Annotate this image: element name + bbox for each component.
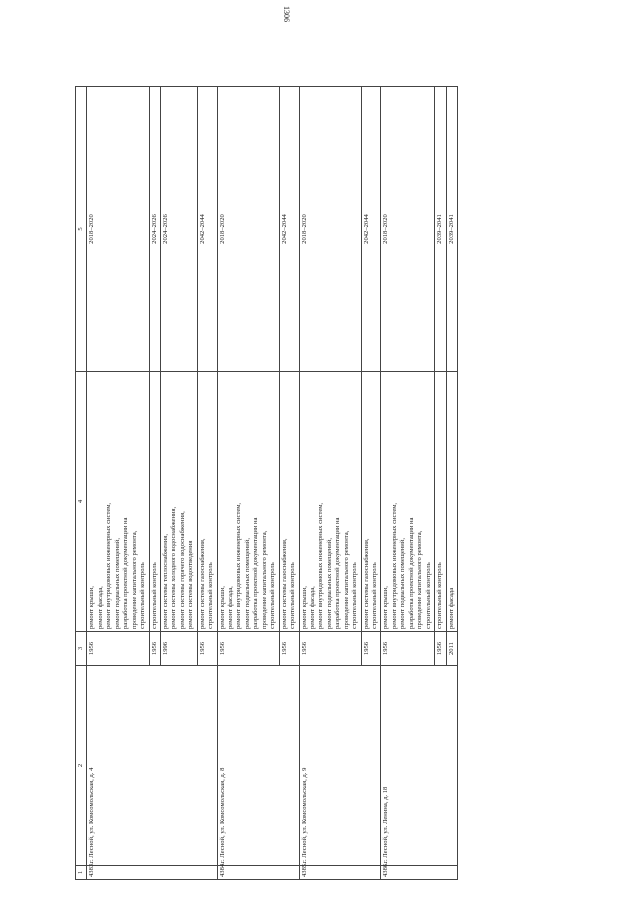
work-item: ремонт внутридомовых инженерных систем, bbox=[235, 502, 243, 629]
work-item: разработка проектной документации на bbox=[407, 517, 415, 629]
table-row bbox=[381, 87, 435, 880]
works-list bbox=[381, 372, 435, 632]
work-item: строительный контроль bbox=[139, 562, 147, 629]
works-list bbox=[217, 372, 279, 632]
work-item: строительный контроль bbox=[436, 562, 444, 629]
entry-number: 4384. bbox=[217, 866, 299, 880]
entry-address: г. Лесной, ул. Комсомольская, д. 9 bbox=[299, 666, 381, 866]
entry-number: 4386. bbox=[381, 866, 458, 880]
work-item: разработка проектной документации на bbox=[122, 517, 130, 629]
works-list bbox=[149, 372, 160, 632]
works-list bbox=[87, 372, 149, 632]
header-col-5: 5 bbox=[76, 87, 87, 372]
repair-period: 2039–2041 bbox=[446, 87, 457, 372]
work-item: строительный контроль bbox=[269, 562, 277, 629]
work-item: ремонт фасада, bbox=[227, 586, 234, 629]
page-number: 1306 bbox=[282, 6, 292, 22]
work-item: ремонт внутридомовых инженерных систем, bbox=[390, 502, 398, 629]
table-body bbox=[87, 87, 458, 880]
work-item: строительный контроль bbox=[289, 562, 297, 629]
repair-period: 2024–2026 bbox=[149, 87, 160, 372]
repair-period: 2024–2026 bbox=[160, 87, 197, 372]
work-item: разработка проектной документации на bbox=[334, 517, 342, 629]
works-list bbox=[160, 372, 197, 632]
build-year: 1956 bbox=[279, 632, 299, 666]
work-item: ремонт внутридомовых инженерных систем, bbox=[317, 502, 325, 629]
header-col-2: 2 bbox=[76, 666, 87, 866]
build-year: 1956 bbox=[87, 632, 149, 666]
table-row bbox=[299, 87, 361, 880]
table-row bbox=[87, 87, 149, 880]
entry-number: 4383. bbox=[87, 866, 217, 880]
build-year: 2011 bbox=[446, 632, 457, 666]
works-list bbox=[279, 372, 299, 632]
works-list bbox=[299, 372, 361, 632]
work-item: проведение капитального ремонта, bbox=[342, 530, 350, 629]
work-item: разработка проектной документации на bbox=[252, 517, 260, 629]
work-item: ремонт системы холодного водоснабжения, bbox=[170, 506, 178, 629]
repair-period: 2018–2020 bbox=[381, 87, 435, 372]
work-item: ремонт системы газоснабжения, bbox=[362, 538, 370, 629]
repair-period: 2018–2020 bbox=[87, 87, 149, 372]
work-item: проведение капитального ремонта, bbox=[130, 530, 138, 629]
work-item: ремонт системы газоснабжения, bbox=[280, 538, 288, 629]
header-col-4: 4 bbox=[76, 372, 87, 632]
work-item: ремонт фасада, bbox=[96, 586, 104, 629]
work-item: ремонт подвальных помещений, bbox=[325, 538, 333, 629]
work-item: ремонт системы водоотведения bbox=[187, 540, 195, 629]
entry-address: г. Лесной, ул. Комсомольская, д. 4 bbox=[87, 666, 217, 866]
header-row bbox=[76, 87, 87, 880]
header-col-3: 3 bbox=[76, 632, 87, 666]
work-item: строительный контроль bbox=[150, 562, 158, 629]
work-item: ремонт фасада bbox=[447, 587, 455, 629]
repair-period: 2042–2044 bbox=[279, 87, 299, 372]
entry-address: г. Лесной, ул. Ленина, д. 18 bbox=[381, 666, 458, 866]
work-item: строительный контроль bbox=[371, 562, 378, 629]
repair-period: 2042–2044 bbox=[361, 87, 381, 372]
work-item: ремонт фасада, bbox=[308, 586, 316, 629]
entry-number: 4385. bbox=[299, 866, 381, 880]
build-year: 1956 bbox=[361, 632, 381, 666]
work-item: строительный контроль bbox=[207, 562, 215, 629]
work-item: ремонт системы теплоснабжения, bbox=[161, 534, 169, 629]
repair-period: 2039–2041 bbox=[435, 87, 446, 372]
build-year: 1956 bbox=[197, 632, 217, 666]
works-list bbox=[435, 372, 446, 632]
works-list bbox=[446, 372, 457, 632]
work-item: ремонт подвальных помещений, bbox=[399, 538, 407, 629]
repair-period: 2018–2020 bbox=[299, 87, 361, 372]
build-year: 1956 bbox=[381, 632, 435, 666]
build-year: 1956 bbox=[435, 632, 446, 666]
work-item: ремонт крыши, bbox=[382, 586, 390, 629]
work-item: ремонт крыши, bbox=[300, 586, 308, 629]
work-item: ремонт внутридомовых инженерных систем, bbox=[105, 502, 113, 629]
work-item: проведение капитального ремонта, bbox=[260, 530, 268, 629]
works-list bbox=[197, 372, 217, 632]
rotated-table bbox=[75, 87, 613, 880]
work-item: ремонт системы горячего водоснабжения, bbox=[178, 511, 186, 629]
repair-period: 2042–2044 bbox=[197, 87, 217, 372]
entry-address: г. Лесной, ул. Комсомольская, д. 8 bbox=[217, 666, 299, 866]
repair-period: 2018–2020 bbox=[217, 87, 279, 372]
work-item: ремонт системы газоснабжения, bbox=[198, 538, 206, 629]
table-row bbox=[217, 87, 279, 880]
work-item: строительный контроль bbox=[351, 562, 359, 629]
work-item: ремонт подвальных помещений, bbox=[243, 538, 251, 629]
header-col-1: 1 bbox=[76, 866, 87, 880]
build-year: 1956 bbox=[149, 632, 160, 666]
work-item: строительный контроль bbox=[424, 562, 432, 629]
capital-repair-table bbox=[75, 86, 458, 880]
work-item: ремонт крыши, bbox=[218, 586, 226, 629]
work-item: ремонт крыши, bbox=[88, 586, 96, 629]
build-year: 1956 bbox=[217, 632, 279, 666]
build-year: 1956 bbox=[299, 632, 361, 666]
works-list bbox=[361, 372, 381, 632]
build-year: 1996 bbox=[160, 632, 197, 666]
work-item: ремонт подвальных помещений, bbox=[113, 538, 121, 629]
work-item: проведение капитального ремонта, bbox=[416, 530, 424, 629]
